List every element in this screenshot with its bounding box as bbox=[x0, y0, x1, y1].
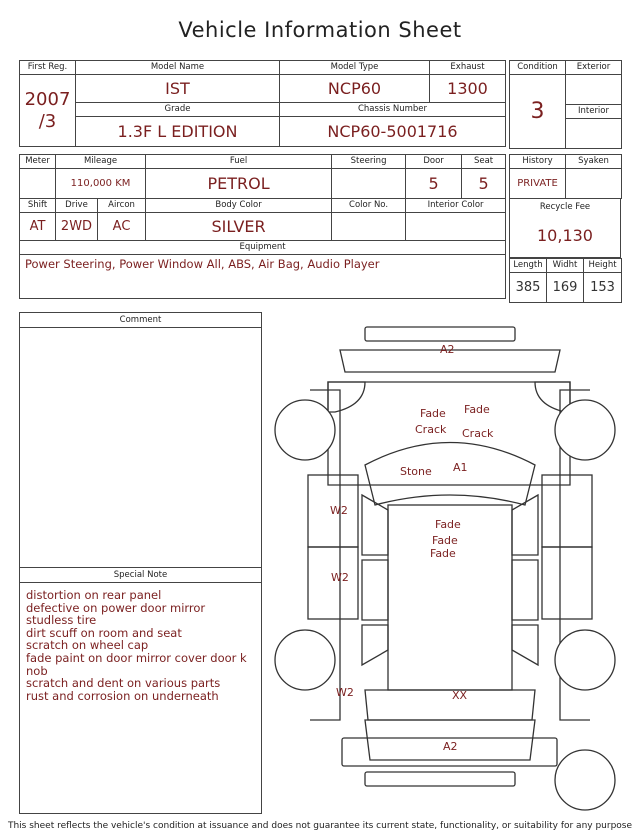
mileage-label: Mileage bbox=[56, 155, 146, 169]
front-bumper-top bbox=[365, 327, 515, 341]
label-hood-fade-left: Fade bbox=[420, 407, 446, 420]
syaken-label: Syaken bbox=[566, 155, 622, 169]
special-note-text: distortion on rear panel defective on power door mirror studless tire dirt scuff on room and seat scratch on wheel cap fade paint on door mirror cover door k nob scratch and dent on various parts rust and corrosion on underneath bbox=[26, 588, 247, 703]
seat-value: 5 bbox=[462, 169, 506, 199]
drive-label: Drive bbox=[56, 199, 98, 213]
vehicle-header-table bbox=[19, 60, 506, 147]
rear-right-wheel bbox=[555, 630, 615, 690]
meter-label: Meter bbox=[20, 155, 56, 169]
condition-value: 3 bbox=[510, 75, 566, 149]
model-type-value: NCP60 bbox=[280, 75, 430, 103]
spare-wheel bbox=[555, 750, 615, 810]
right-quarter-window bbox=[512, 625, 538, 665]
windshield bbox=[365, 443, 535, 506]
right-rear-door bbox=[542, 547, 592, 619]
steering-value bbox=[332, 169, 406, 199]
left-rear-window bbox=[362, 560, 388, 620]
interior-value bbox=[566, 119, 622, 149]
exhaust-value: 1300 bbox=[430, 75, 506, 103]
width-label: Widht bbox=[547, 259, 584, 273]
history-label: History bbox=[510, 155, 566, 169]
label-hood-crack-right: Crack bbox=[462, 427, 494, 440]
label-hood-fade-right: Fade bbox=[464, 403, 490, 416]
label-rear-glass: XX bbox=[452, 689, 468, 702]
shift-label: Shift bbox=[20, 199, 56, 213]
label-hood-crack-left: Crack bbox=[415, 423, 447, 436]
condition-label: Condition bbox=[510, 61, 566, 75]
roof bbox=[388, 505, 512, 690]
dimensions-table bbox=[509, 258, 622, 303]
label-left-rear-door: W2 bbox=[331, 571, 349, 584]
rear-left-wheel bbox=[275, 630, 335, 690]
condition-table bbox=[509, 60, 622, 149]
seat-label: Seat bbox=[462, 155, 506, 169]
first-reg-year: 2007 bbox=[24, 88, 71, 110]
front-right-wheel bbox=[555, 400, 615, 460]
left-quarter-window bbox=[362, 625, 388, 665]
chassis-value: NCP60-5001716 bbox=[280, 117, 506, 147]
door-label: Door bbox=[406, 155, 462, 169]
drive-value: 2WD bbox=[56, 213, 98, 241]
specs-table bbox=[19, 154, 506, 299]
right-front-door bbox=[542, 475, 592, 547]
recycle-fee-value: 10,130 bbox=[537, 226, 593, 245]
meter-value bbox=[20, 169, 56, 199]
comment-text bbox=[20, 328, 261, 334]
mileage-value: 110,000 KM bbox=[56, 169, 146, 199]
comment-box bbox=[19, 312, 262, 568]
shift-value: AT bbox=[20, 213, 56, 241]
history-value: PRIVATE bbox=[510, 169, 566, 199]
fuel-value: PETROL bbox=[146, 169, 332, 199]
label-roof-fade-2: Fade bbox=[432, 534, 458, 547]
headlight-left bbox=[328, 382, 365, 412]
length-label: Length bbox=[510, 259, 547, 273]
history-table bbox=[509, 154, 622, 199]
label-left-rear-quarter: W2 bbox=[336, 686, 354, 699]
door-value: 5 bbox=[406, 169, 462, 199]
front-left-wheel bbox=[275, 400, 335, 460]
label-windshield-stone: Stone bbox=[400, 465, 432, 478]
exterior-label: Exterior bbox=[566, 61, 622, 75]
chassis-label: Chassis Number bbox=[280, 103, 506, 117]
grade-value: 1.3F L EDITION bbox=[76, 117, 280, 147]
first-reg-month: /3 bbox=[38, 110, 57, 132]
interior-color-label: Interior Color bbox=[406, 199, 506, 213]
width-value: 169 bbox=[547, 273, 584, 303]
disclaimer-footer: This sheet reflects the vehicle's condition at issuance and does not guarantee its current state, functionality, or suitability for any purpose bbox=[7, 821, 633, 831]
comment-label: Comment bbox=[20, 313, 261, 328]
height-label: Height bbox=[584, 259, 622, 273]
color-no-value bbox=[332, 213, 406, 241]
steering-label: Steering bbox=[332, 155, 406, 169]
exhaust-label: Exhaust bbox=[430, 61, 506, 75]
length-value: 385 bbox=[510, 273, 547, 303]
label-roof-fade-3: Fade bbox=[430, 547, 456, 560]
first-reg-value bbox=[20, 75, 76, 147]
label-rear-bumper: A2 bbox=[443, 740, 458, 753]
body-color-label: Body Color bbox=[146, 199, 332, 213]
special-note-box bbox=[19, 567, 262, 814]
model-name-label: Model Name bbox=[76, 61, 280, 75]
grade-label: Grade bbox=[76, 103, 280, 117]
right-rear-window bbox=[512, 560, 538, 620]
rear-glass bbox=[365, 690, 535, 720]
exterior-value bbox=[566, 75, 622, 105]
sheet-title: Vehicle Information Sheet bbox=[178, 18, 462, 42]
aircon-label: Aircon bbox=[98, 199, 146, 213]
recycle-fee-label: Recycle Fee bbox=[539, 202, 591, 212]
car-damage-diagram bbox=[270, 320, 630, 815]
first-reg-label: First Reg. bbox=[20, 61, 76, 75]
aircon-value: AC bbox=[98, 213, 146, 241]
interior-color-value bbox=[406, 213, 506, 241]
height-value: 153 bbox=[584, 273, 622, 303]
label-roof-fade-1: Fade bbox=[435, 518, 461, 531]
color-no-label: Color No. bbox=[332, 199, 406, 213]
model-type-label: Model Type bbox=[280, 61, 430, 75]
equipment-value: Power Steering, Power Window All, ABS, Air Bag, Audio Player bbox=[20, 255, 506, 299]
body-color-value: SILVER bbox=[146, 213, 332, 241]
rear-bumper-bottom bbox=[365, 772, 515, 786]
recycle-fee-box bbox=[509, 198, 621, 258]
equipment-label: Equipment bbox=[20, 241, 506, 255]
label-windshield-a1: A1 bbox=[453, 461, 468, 474]
fuel-label: Fuel bbox=[146, 155, 332, 169]
syaken-value bbox=[566, 169, 622, 199]
label-left-front-door: W2 bbox=[330, 504, 348, 517]
model-name-value: IST bbox=[76, 75, 280, 103]
interior-label: Interior bbox=[566, 105, 622, 119]
label-front-bumper: A2 bbox=[440, 343, 455, 356]
special-note-label: Special Note bbox=[20, 568, 261, 583]
